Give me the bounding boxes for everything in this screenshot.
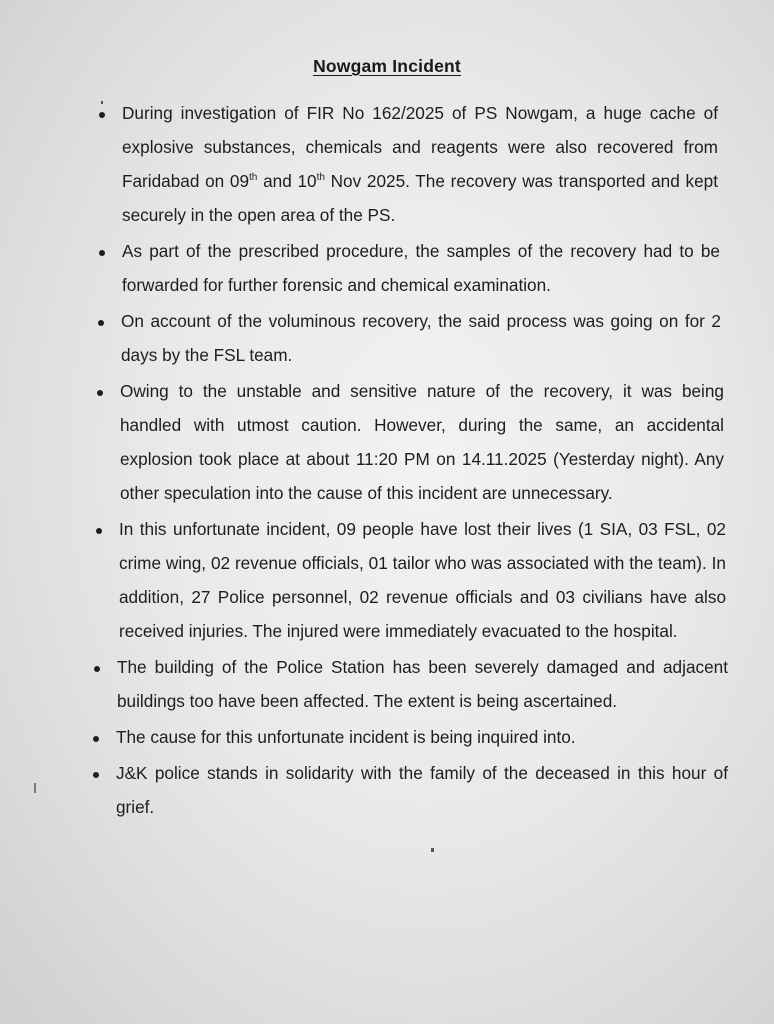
paper-speck	[431, 848, 434, 852]
bullet-item-explosion	[0, 374, 724, 510]
bullet-point-icon	[99, 250, 105, 256]
paper-speck	[101, 101, 103, 104]
bullet-text: During investigation of FIR No 162/2025 of PS Nowgam, a huge cache of explosive substances, chemicals and reagents were also recovered from Faridabad on 09th and 10th Nov 2025. The recovery was transported and kept securely in the open area of the PS.	[122, 103, 718, 225]
bullet-text: As part of the prescribed procedure, the samples of the recovery had to be forwarded for further forensic and chemical examination.	[122, 241, 720, 295]
bullet-item-recovery	[0, 96, 718, 232]
paper-speck	[34, 783, 36, 793]
bullet-point-icon	[93, 772, 99, 778]
bullet-text: On account of the voluminous recovery, the said process was going on for 2 days by the FSL team.	[121, 311, 721, 365]
bullet-text: In this unfortunate incident, 09 people have lost their lives (1 SIA, 03 FSL, 02 crime wing, 02 revenue officials, 01 tailor who was associated with the team). In addition, 27 Police personnel, 02 revenue officials and 03 civilians have also received injuries. The injured were immediately evacuated to the hospital.	[119, 519, 726, 641]
bullet-point-icon	[99, 112, 105, 118]
bullet-item-inquiry	[0, 720, 728, 754]
bullet-point-icon	[97, 390, 103, 396]
bullet-item-solidarity	[0, 756, 728, 824]
bullet-item-process	[0, 304, 721, 372]
bullet-point-icon	[96, 528, 102, 534]
bullet-text: The building of the Police Station has been severely damaged and adjacent buildings too have been affected. The extent is being ascertained.	[117, 657, 728, 711]
bullet-item-procedure	[0, 234, 720, 302]
bullet-list	[0, 96, 774, 826]
bullet-item-casualties	[0, 512, 726, 648]
bullet-point-icon	[98, 320, 104, 326]
bullet-point-icon	[93, 736, 99, 742]
bullet-item-damage	[0, 650, 728, 718]
bullet-point-icon	[94, 666, 100, 672]
document-title: Nowgam Incident	[313, 56, 461, 76]
bullet-text: Owing to the unstable and sensitive nature of the recovery, it was being handled with utmost caution. However, during the same, an accidental explosion took place at about 11:20 PM on 14.11.2025 (Yesterday night). Any other speculation into the cause of this incident are unnecessary.	[120, 381, 724, 503]
bullet-text: The cause for this unfortunate incident is being inquired into.	[116, 727, 576, 747]
bullet-text: J&K police stands in solidarity with the family of the deceased in this hour of grief.	[116, 763, 728, 817]
